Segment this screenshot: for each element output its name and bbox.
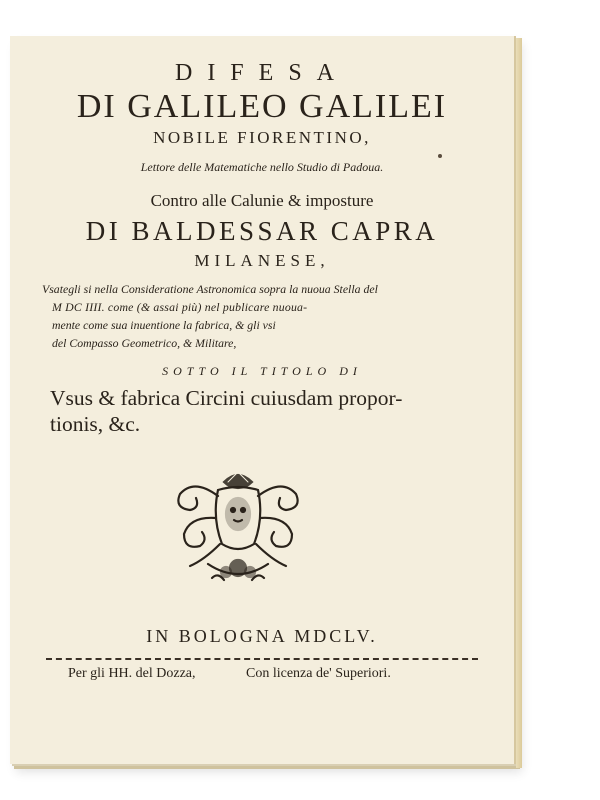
ink-speck: [438, 154, 442, 158]
description-line-2: M DC IIII. come (& assai più) nel publicare nuoua-: [52, 300, 308, 314]
description-line-3: mente come sua inuentione la fabrica, & gli vsi: [52, 318, 276, 332]
latin-title-line-2: tionis, &c.: [50, 412, 141, 436]
title-page: [10, 36, 516, 764]
title-word-difesa: DIFESA: [174, 60, 349, 86]
description-line-4: del Compasso Geometrico, & Militare,: [52, 336, 237, 350]
imprint-license: Con licenza de' Superiori.: [246, 666, 391, 681]
author-epithet: NOBILE FIORENTINO,: [153, 128, 371, 147]
imprint-place-date: IN BOLOGNA MDCLV.: [146, 626, 378, 646]
latin-title-line-1: Vsus & fabrica Circini cuiusdam propor-: [50, 386, 403, 410]
sotto-il-titolo: SOTTO IL TITOLO DI: [162, 364, 362, 378]
imprint-printer: Per gli HH. del Dozza,: [68, 666, 196, 681]
printer-device-woodcut-icon: [168, 468, 308, 586]
opponent-name: DI BALDESSAR CAPRA: [85, 216, 439, 246]
subtitle-contro: Contro alle Calunie & imposture: [150, 191, 374, 210]
opponent-origin: MILANESE,: [194, 251, 330, 270]
description-line-1: Vsategli si nella Consideratione Astronomica sopra la nuoua Stella del: [42, 282, 378, 296]
author-name: DI GALILEO GALILEI: [76, 88, 448, 125]
imprint-rule: [46, 658, 478, 660]
author-position: Lettore delle Matematiche nello Studio di Padoua.: [140, 160, 384, 174]
